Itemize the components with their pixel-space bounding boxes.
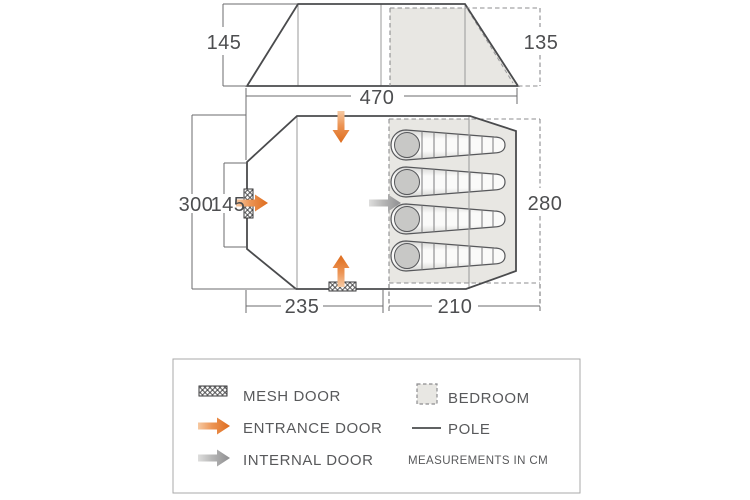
depth-label: 300	[178, 194, 214, 216]
bedroom-depth-label: 280	[527, 193, 563, 215]
side-view-bedroom-fill	[390, 8, 517, 85]
height-right-label: 135	[523, 32, 559, 54]
legend	[173, 359, 580, 493]
height-left-label: 145	[206, 32, 242, 54]
side-view	[207, 4, 559, 86]
bedroom-swatch	[417, 384, 437, 404]
legend-mesh-door-label: MESH DOOR	[243, 388, 341, 405]
living-width-label: 235	[284, 296, 320, 318]
legend-internal-door-label: INTERNAL DOOR	[243, 452, 374, 469]
front-wall-label: 145	[210, 194, 246, 216]
legend-bedroom-label: BEDROOM	[448, 390, 530, 407]
legend-pole-label: POLE	[448, 421, 491, 438]
mesh-door-icon	[199, 386, 227, 396]
bedroom-width-label: 210	[437, 296, 473, 318]
legend-measurements-note: MEASUREMENTS IN CM	[408, 455, 549, 467]
floor-plan	[179, 111, 563, 318]
total-width-label: 470	[359, 87, 395, 109]
legend-entrance-door-label: ENTRANCE DOOR	[243, 420, 383, 437]
